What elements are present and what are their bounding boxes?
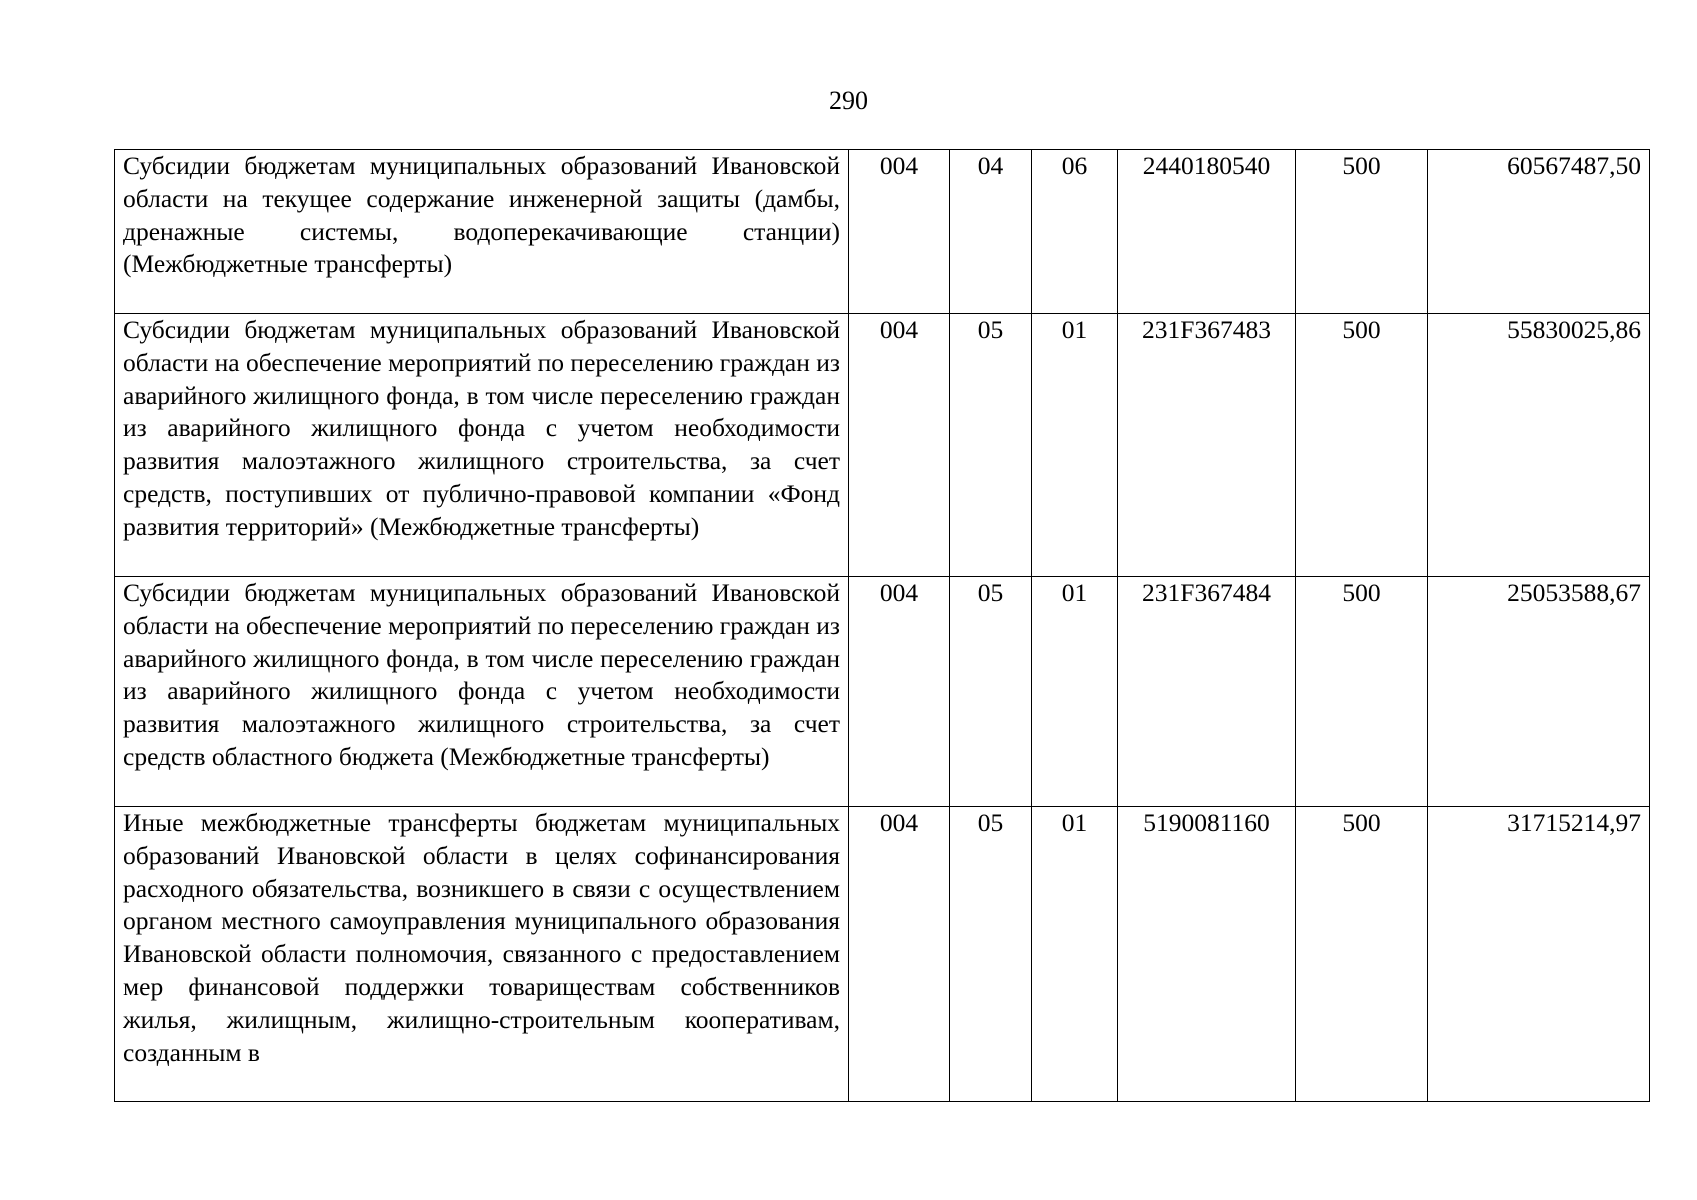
row-description: Субсидии бюджетам муниципальных образований Ивановской области на обеспечение мероприятий по переселению граждан из аварийного жилищного фонда, в том числе переселению граждан из аварийного жилищного фонда с учетом необходимости развития малоэтажного жилищного строительства, за счет средств областного бюджета (Межбюджетные трансферты) xyxy=(115,577,849,807)
ministry-code: 004 xyxy=(849,807,950,1102)
expense-type-code: 500 xyxy=(1296,807,1428,1102)
section-code: 05 xyxy=(950,577,1032,807)
expense-type-code: 500 xyxy=(1296,150,1428,314)
section-code: 04 xyxy=(950,150,1032,314)
budget-table xyxy=(114,149,1650,1102)
table-row xyxy=(115,577,1650,807)
row-description: Иные межбюджетные трансферты бюджетам муниципальных образований Ивановской области в целях софинансирования расходного обязательства, возникшего в связи с осуществлением органом местного самоуправления муниципального образования Ивановской области полномочия, связанного с предоставлением мер финансовой поддержки товариществам собственников жилья, жилищным, жилищно-строительным кооперативам, созданным в xyxy=(115,807,849,1102)
ministry-code: 004 xyxy=(849,150,950,314)
target-article-code: 2440180540 xyxy=(1118,150,1296,314)
target-article-code: 5190081160 xyxy=(1118,807,1296,1102)
subsection-code: 01 xyxy=(1032,807,1118,1102)
table-row xyxy=(115,807,1650,1102)
ministry-code: 004 xyxy=(849,314,950,577)
target-article-code: 231F367483 xyxy=(1118,314,1296,577)
row-description: Субсидии бюджетам муниципальных образований Ивановской области на текущее содержание инженерной защиты (дамбы, дренажные системы, водоперекачивающие станции) (Межбюджетные трансферты) xyxy=(115,150,849,314)
subsection-code: 06 xyxy=(1032,150,1118,314)
target-article-code: 231F367484 xyxy=(1118,577,1296,807)
amount-value: 60567487,50 xyxy=(1428,150,1650,314)
section-code: 05 xyxy=(950,314,1032,577)
amount-value: 25053588,67 xyxy=(1428,577,1650,807)
ministry-code: 004 xyxy=(849,577,950,807)
amount-value: 55830025,86 xyxy=(1428,314,1650,577)
subsection-code: 01 xyxy=(1032,314,1118,577)
table-row xyxy=(115,314,1650,577)
table-row xyxy=(115,150,1650,314)
row-description: Субсидии бюджетам муниципальных образований Ивановской области на обеспечение мероприятий по переселению граждан из аварийного жилищного фонда, в том числе переселению граждан из аварийного жилищного фонда с учетом необходимости развития малоэтажного жилищного строительства, за счет средств, поступивших от публично-правовой компании «Фонд развития территорий» (Межбюджетные трансферты) xyxy=(115,314,849,577)
amount-value: 31715214,97 xyxy=(1428,807,1650,1102)
subsection-code: 01 xyxy=(1032,577,1118,807)
section-code: 05 xyxy=(950,807,1032,1102)
expense-type-code: 500 xyxy=(1296,314,1428,577)
page-number: 290 xyxy=(829,86,868,115)
expense-type-code: 500 xyxy=(1296,577,1428,807)
